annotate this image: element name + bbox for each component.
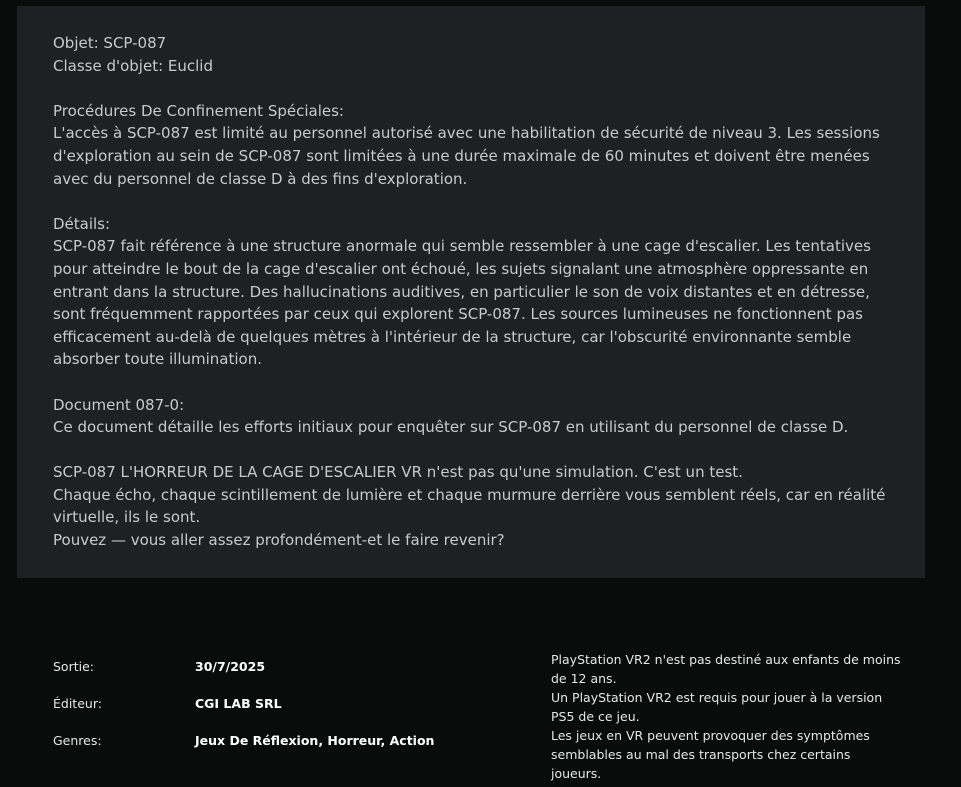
publisher-row bbox=[53, 695, 473, 732]
spacer bbox=[53, 77, 895, 100]
game-info-list bbox=[53, 658, 473, 769]
vr2-requirement-notice: Un PlayStation VR2 est requis pour jouer à la version PS5 de ce jeu. bbox=[551, 690, 883, 724]
motion-sickness-notice: Les jeux en VR peuvent provoquer des symptômes semblables au mal des transports chez certains joueurs. bbox=[551, 728, 870, 781]
release-date: 30/7/2025 bbox=[195, 659, 266, 674]
vr-notices bbox=[551, 650, 901, 783]
echo-text: Chaque écho, chaque scintillement de lumière et chaque murmure derrière vous semblent réels, car en réalité virtuelle, ils le sont. bbox=[53, 485, 886, 527]
closing-question: Pouvez — vous aller assez profondément-et le faire revenir? bbox=[53, 531, 505, 550]
object-class-line: Classe d'objet: Euclid bbox=[53, 56, 213, 75]
procedures-text: L'accès à SCP-087 est limité au personnel autorisé avec une habilitation de sécurité de niveau 3. Les sessions d'exploration au sein de SCP-087 sont limitées à une durée maximale de 60 minutes et doivent être menées avec du personnel de classe D à des fins d'exploration. bbox=[53, 124, 880, 188]
release-label: Sortie: bbox=[53, 659, 94, 674]
genres-list: Jeux De Réflexion, Horreur, Action bbox=[195, 733, 435, 748]
age-notice: PlayStation VR2 n'est pas destiné aux enfants de moins de 12 ans. bbox=[551, 652, 901, 686]
object-line: Objet: SCP-087 bbox=[53, 34, 167, 52]
details-heading: Détails: bbox=[53, 214, 111, 233]
genres-row bbox=[53, 732, 473, 769]
document-text: Ce document détaille les efforts initiaux pour enquêter sur SCP-087 en utilisant du personnel de classe D. bbox=[53, 418, 849, 437]
publisher-label: Éditeur: bbox=[53, 696, 102, 711]
tagline: SCP-087 L'HORREUR DE LA CAGE D'ESCALIER VR n'est pas qu'une simulation. C'est un test. bbox=[53, 463, 743, 482]
genres-label: Genres: bbox=[53, 733, 102, 748]
details-text: SCP-087 fait référence à une structure anormale qui semble ressembler à une cage d'escalier. Les tentatives pour atteindre le bout de la cage d'escalier ont échoué, les sujets signalant une atmosphère oppressante en entrant dans la structure. Des hallucinations auditives, en particulier le son de voix distantes et en détresse, sont fréquemment rapportées par ceux qui explorent SCP-087. Les sources lumineuses ne fonctionnent pas efficacement au-delà de quelques mètres à l'intérieur de la structure, car l'obscurité environnante semble absorber toute illumination. bbox=[53, 237, 871, 369]
release-row bbox=[53, 658, 473, 695]
spacer bbox=[53, 439, 895, 462]
document-heading: Document 087-0: bbox=[53, 395, 185, 414]
procedures-heading: Procédures De Confinement Spéciales: bbox=[53, 101, 344, 120]
spacer bbox=[53, 371, 895, 394]
publisher-name: CGI LAB SRL bbox=[195, 696, 282, 711]
spacer bbox=[53, 190, 895, 213]
game-description-panel bbox=[17, 6, 925, 578]
